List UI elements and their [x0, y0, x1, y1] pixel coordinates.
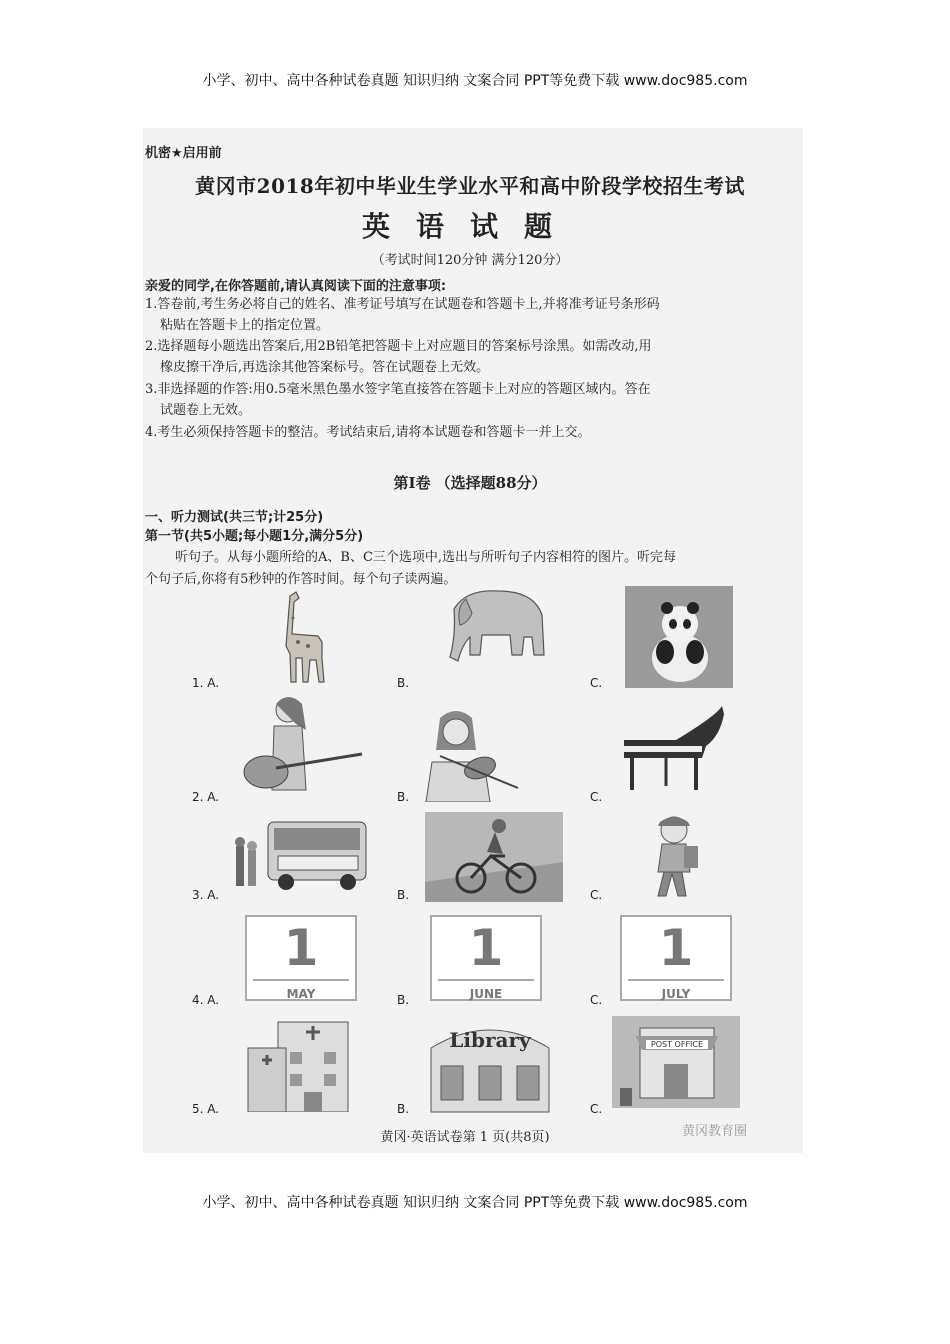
- q2-a-label: 2. A.: [192, 790, 220, 804]
- part-title: 第Ⅰ卷 （选择题88分）: [393, 474, 547, 492]
- notice-line: 橡皮擦干净后,再选涂其他答案标号。答在试题卷上无效。: [160, 360, 490, 375]
- watermark: 黄冈教育圈: [682, 1124, 748, 1139]
- guitar-girl-image: [236, 690, 364, 800]
- q5-b-label: B.: [397, 1102, 410, 1116]
- calendar-july: [620, 915, 732, 1001]
- notice-line: 3.非选择题的作答:用0.5毫米黑色墨水签字笔直接答在答题卡上对应的答题区域内。答在: [145, 382, 651, 397]
- giraffe-image: [252, 588, 342, 688]
- calendar-month: JUNE: [469, 987, 503, 1001]
- q2-b-label: B.: [397, 790, 410, 804]
- instruction-line: 听句子。从每小题所给的A、B、C三个选项中,选出与所听句子内容相符的图片。听完每: [175, 550, 677, 565]
- calendar-day: 1: [283, 919, 319, 977]
- notice-heading: 亲爱的同学,在你答题前,请认真阅读下面的注意事项:: [145, 279, 447, 294]
- q3-b-label: B.: [397, 888, 410, 902]
- post-office-sign: POST OFFICE: [646, 1040, 708, 1049]
- panda-image: [625, 586, 733, 688]
- notice-line: 1.答卷前,考生务必将自己的姓名、准考证号填写在试题卷和答题卡上,并将准考证号条形码: [145, 297, 660, 312]
- subsection-heading: 第一节(共5小题;每小题1分,满分5分): [145, 529, 364, 544]
- q5-c-label: C.: [590, 1102, 603, 1116]
- q1-c-label: C.: [590, 676, 603, 690]
- violin-girl-image: [410, 706, 522, 802]
- post-office-image: [612, 1016, 740, 1108]
- q4-a-label: 4. A.: [192, 993, 220, 1007]
- exam-time-info: （考试时间120分钟 满分120分）: [371, 253, 569, 268]
- cycling-image: [425, 812, 563, 902]
- library-image: [425, 1018, 555, 1114]
- q1-a-label: 1. A.: [192, 676, 220, 690]
- calendar-month: MAY: [286, 987, 316, 1001]
- elephant-image: [436, 585, 556, 675]
- notice-line: 4.考生必须保持答题卡的整洁。考试结束后,请将本试题卷和答题卡一并上交。: [145, 425, 591, 440]
- q3-a-label: 3. A.: [192, 888, 220, 902]
- bottom-banner: 小学、初中、高中各种试卷真题 知识归纳 文案合同 PPT等免费下载 www.doc985.com: [202, 1195, 748, 1211]
- q1-b-label: B.: [397, 676, 410, 690]
- subject-title: 英语试题: [361, 210, 578, 243]
- library-sign: Library: [449, 1028, 531, 1052]
- calendar-june: [430, 915, 542, 1001]
- notice-line: 2.选择题每小题选出答案后,用2B铅笔把答题卡上对应题目的答案标号涂黑。如需改动,用: [145, 339, 652, 354]
- calendar-month: JULY: [661, 987, 691, 1001]
- q4-c-label: C.: [590, 993, 603, 1007]
- calendar-day: 1: [468, 919, 504, 977]
- q5-a-label: 5. A.: [192, 1102, 220, 1116]
- q3-c-label: C.: [590, 888, 603, 902]
- hospital-image: [244, 1018, 354, 1112]
- piano-image: [616, 706, 728, 794]
- q2-c-label: C.: [590, 790, 603, 804]
- calendar-may: [245, 915, 357, 1001]
- confidential-label: 机密★启用前: [145, 146, 222, 161]
- q4-b-label: B.: [397, 993, 410, 1007]
- walking-boy-image: [640, 812, 708, 902]
- exam-title: 黄冈市2018年初中毕业生学业水平和高中阶段学校招生考试: [195, 174, 745, 198]
- notice-line: 粘贴在答题卡上的指定位置。: [160, 318, 330, 333]
- page-footer: 黄冈·英语试卷第 1 页(共8页): [380, 1130, 550, 1145]
- section-heading: 一、听力测试(共三节;计25分): [145, 510, 324, 525]
- instruction-line: 个句子后,你将有5秒钟的作答时间。每个句子读两遍。: [145, 572, 457, 587]
- notice-line: 试题卷上无效。: [160, 403, 252, 418]
- calendar-day: 1: [658, 919, 694, 977]
- top-banner: 小学、初中、高中各种试卷真题 知识归纳 文案合同 PPT等免费下载 www.doc985.com: [202, 73, 748, 89]
- school-bus-image: [232, 812, 372, 894]
